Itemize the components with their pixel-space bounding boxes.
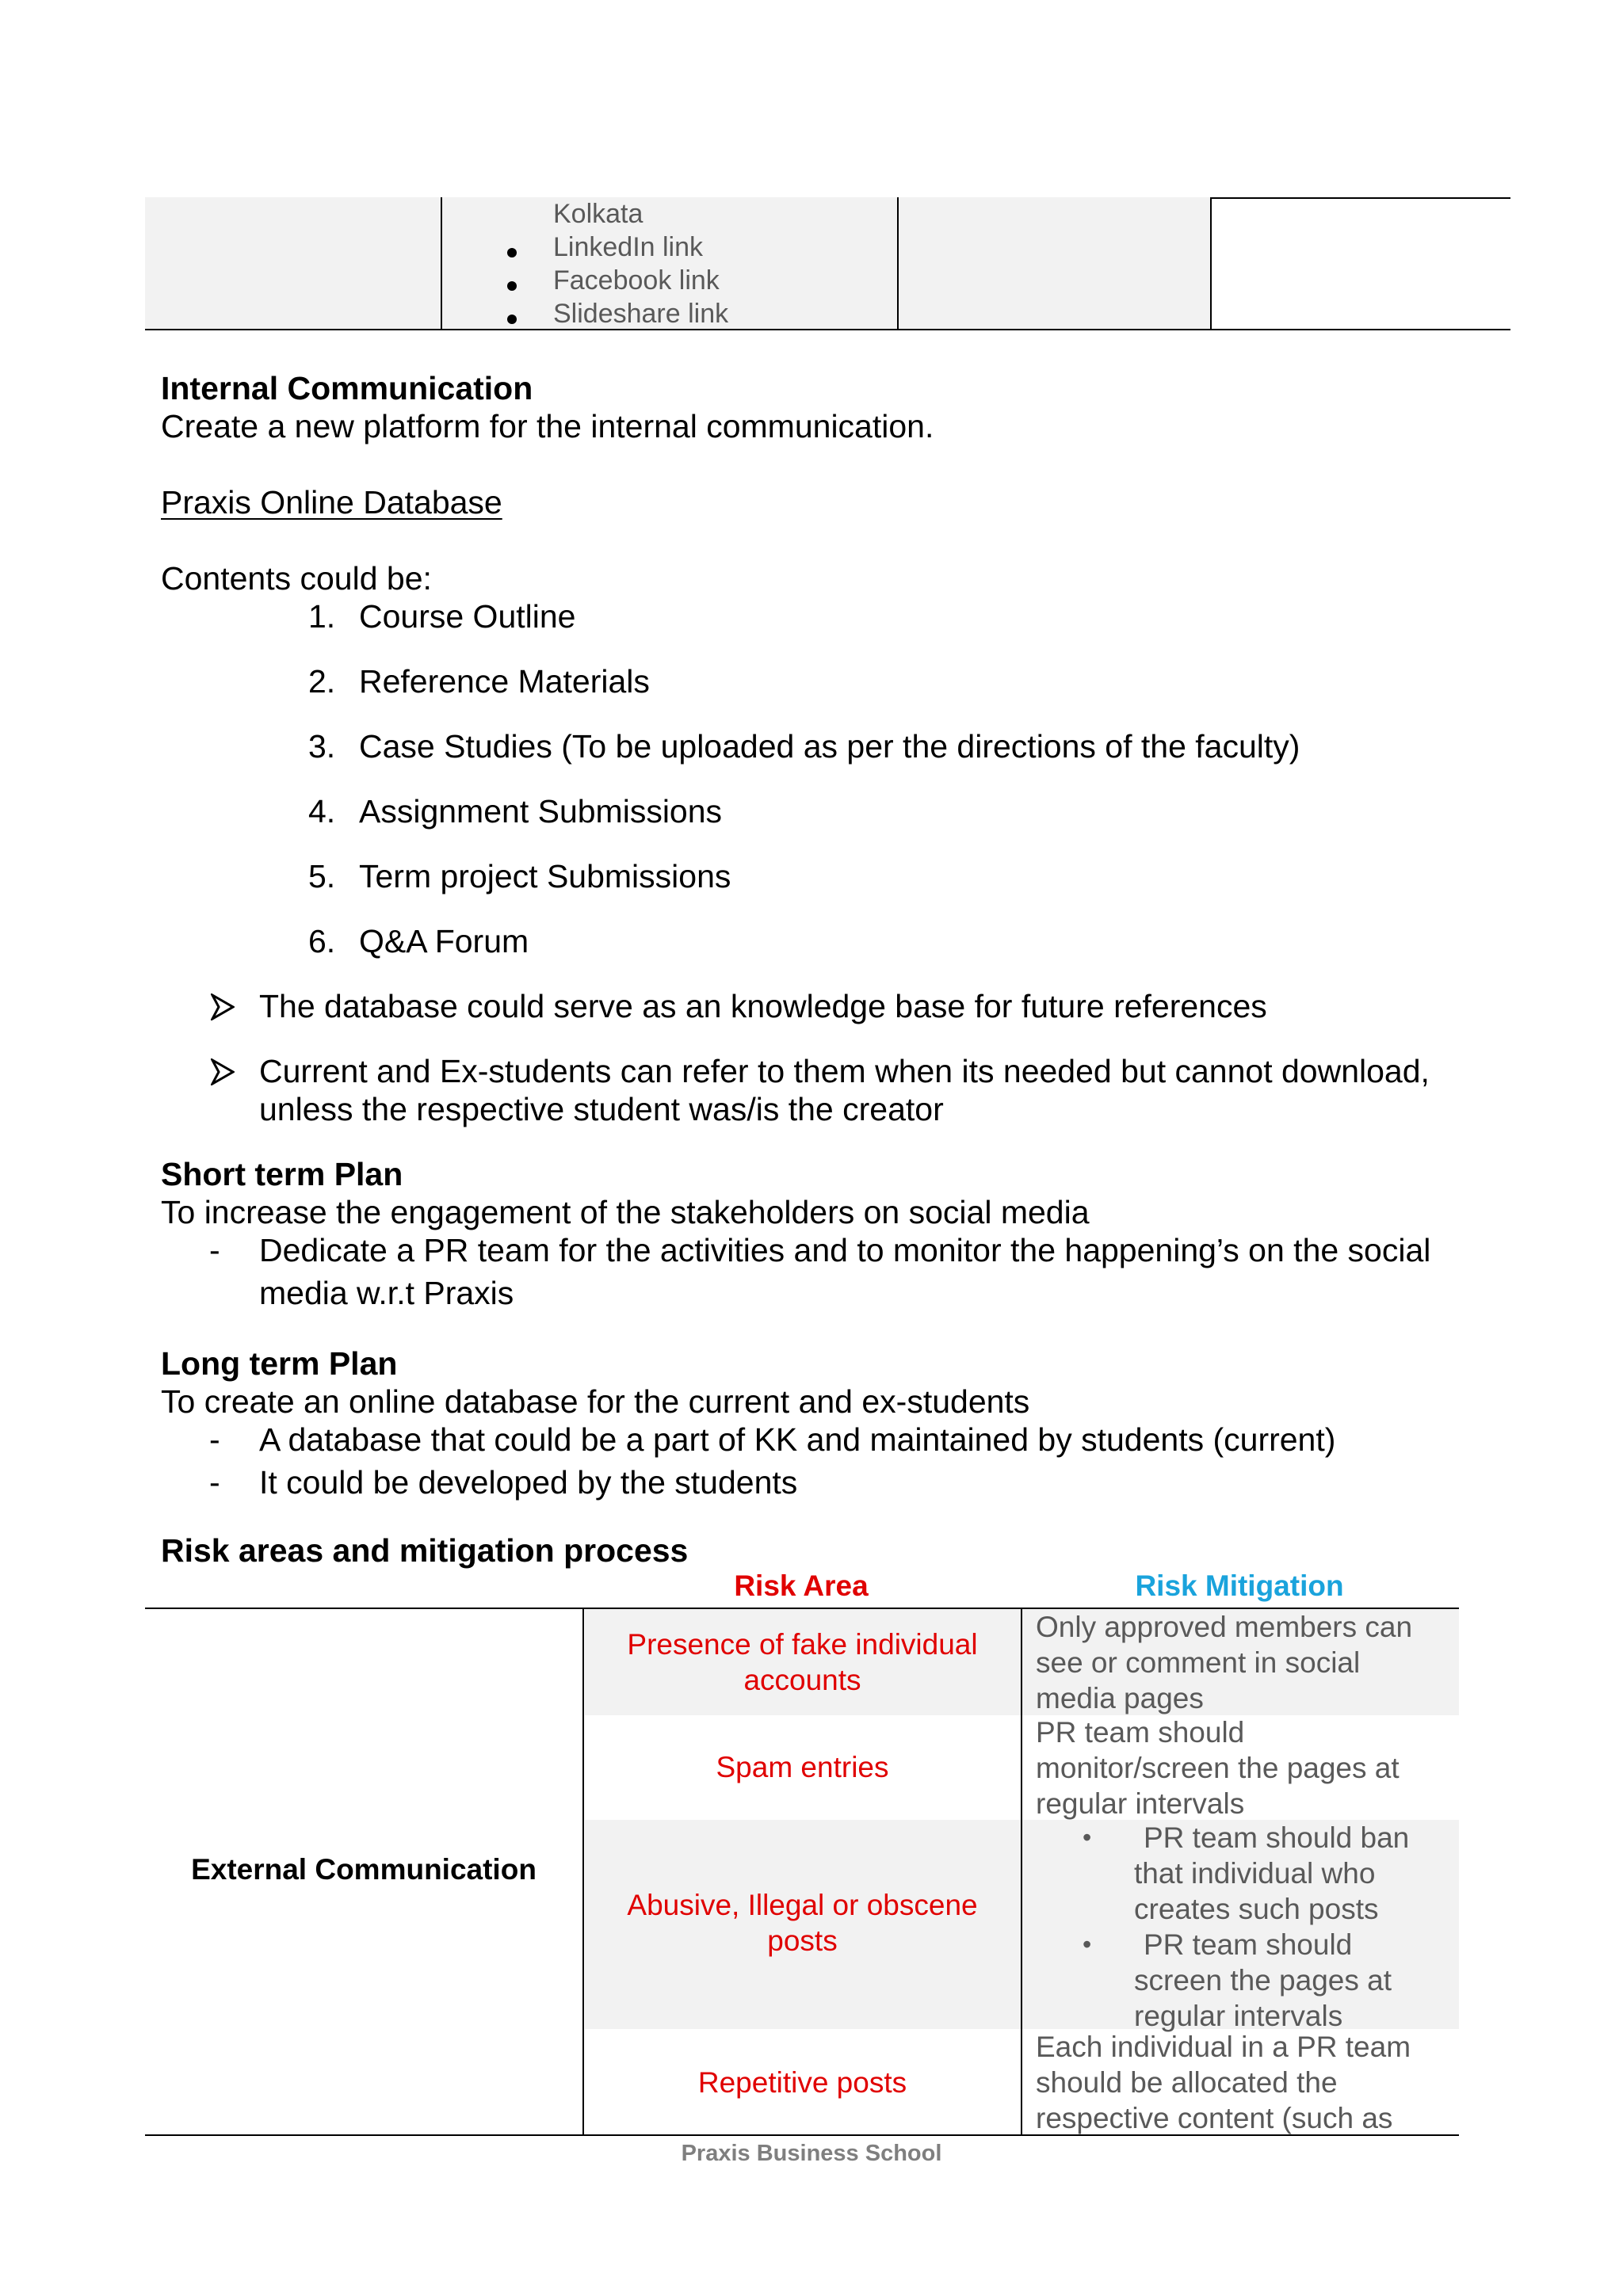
risk-area-cell [584, 1749, 1021, 1785]
long-term-plan-text: To create an online database for the current and ex-students [161, 1383, 1030, 1420]
risk-mitigation-column-header: Risk Mitigation [1135, 1569, 1344, 1602]
list-item: Case Studies (To be uploaded as per the directions of the faculty) [359, 728, 1300, 765]
risk-heading: Risk areas and mitigation process [161, 1532, 689, 1569]
table-cell [145, 197, 442, 330]
risk-area-cell [584, 1627, 1021, 1698]
mitigation-line: should be allocated the [1036, 2066, 1338, 2099]
item-facebook-link: Facebook link [553, 265, 720, 296]
row-label-external-communication: External Communication [191, 1853, 537, 1886]
continued-table [145, 197, 1510, 330]
internal-communication-text: Create a new platform for the internal communication. [161, 408, 934, 444]
mitigation-line: Only approved members can [1036, 1611, 1413, 1643]
mitigation-line: creates such posts [1134, 1893, 1379, 1925]
arrow-point: The database could serve as an knowledge base for future references [259, 988, 1267, 1024]
risk-area-line: Repetitive posts [697, 2066, 907, 2099]
risk-area-cell [584, 1887, 1021, 1958]
mitigation-line: Each individual in a PR team [1036, 2031, 1411, 2063]
dash-bullet-icon: - [209, 1232, 220, 1268]
arrow-point: Current and Ex-students can refer to them when its needed but cannot download, [259, 1053, 1430, 1089]
table-bottom-border [145, 329, 1510, 330]
arrow-point-continued: unless the respective student was/is the creator [259, 1091, 944, 1127]
mitigation-line: media pages [1036, 1682, 1204, 1714]
arrow-bullet-icon [211, 1058, 235, 1085]
risk-area-line: posts [767, 1924, 838, 1957]
dash-bullet-icon: - [209, 1421, 220, 1458]
bullet-icon [507, 315, 517, 324]
bullet-icon: • [1083, 1823, 1092, 1852]
risk-area-cell [584, 2065, 1021, 2100]
mitigation-cell [1134, 1927, 1392, 2034]
bullet-icon: • [1083, 1930, 1092, 1958]
risk-area-line: Presence of fake individual [627, 1628, 978, 1661]
item-linkedin-link: LinkedIn link [553, 232, 704, 262]
mitigation-line: regular intervals [1134, 2000, 1343, 2032]
list-number: 3. [308, 728, 336, 765]
item-city: Kolkata [553, 199, 643, 229]
short-term-item: Dedicate a PR team for the activities and to monitor the happening’s on the social [259, 1232, 1431, 1268]
list-number: 6. [308, 923, 336, 959]
list-number: 2. [308, 663, 336, 700]
mitigation-line: PR team should ban [1144, 1821, 1410, 1854]
risk-area-line: Spam entries [716, 1751, 889, 1783]
list-number: 5. [308, 858, 336, 894]
list-item: Reference Materials [359, 663, 650, 700]
mitigation-line: see or comment in social [1036, 1646, 1361, 1679]
risk-area-line: accounts [743, 1664, 861, 1696]
bullet-icon [507, 281, 517, 291]
short-term-plan-text: To increase the engagement of the stakeholders on social media [161, 1194, 1090, 1230]
mitigation-line: that individual who [1134, 1857, 1376, 1890]
risk-area-column-header: Risk Area [734, 1569, 869, 1602]
arrow-bullet-icon [211, 994, 235, 1020]
internal-communication-heading: Internal Communication [161, 370, 533, 406]
mitigation-line: PR team should [1036, 1716, 1245, 1749]
mitigation-cell [1036, 1609, 1412, 1716]
list-item: Q&A Forum [359, 923, 529, 959]
short-term-plan-heading: Short term Plan [161, 1156, 403, 1192]
contents-intro: Contents could be: [161, 560, 432, 597]
risk-area-line: Abusive, Illegal or obscene [627, 1889, 978, 1921]
mitigation-cell [1036, 2029, 1411, 2136]
list-number: 4. [308, 793, 336, 830]
long-term-item: It could be developed by the students [259, 1464, 798, 1501]
mitigation-line: monitor/screen the pages at [1036, 1752, 1400, 1784]
list-item: Course Outline [359, 598, 576, 635]
item-slideshare-link: Slideshare link [553, 299, 729, 329]
mitigation-line: PR team should [1144, 1928, 1353, 1961]
long-term-item: A database that could be a part of KK and maintained by students (current) [259, 1421, 1336, 1458]
database-title: Praxis Online Database [161, 484, 502, 521]
column-divider [1021, 1608, 1022, 2136]
list-item: Term project Submissions [359, 858, 731, 894]
table-cell [1212, 197, 1510, 330]
mitigation-line: regular intervals [1036, 1787, 1245, 1820]
mitigation-line: respective content (such as [1036, 2102, 1393, 2134]
dash-bullet-icon: - [209, 1464, 220, 1501]
long-term-plan-heading: Long term Plan [161, 1345, 398, 1382]
page-footer: Praxis Business School [681, 2141, 942, 2166]
mitigation-cell [1036, 1714, 1400, 1821]
mitigation-cell [1134, 1820, 1409, 1927]
bullet-icon [507, 248, 517, 257]
mitigation-line: screen the pages at [1134, 1964, 1392, 1997]
list-number: 1. [308, 598, 336, 635]
table-cell [899, 197, 1212, 330]
list-item: Assignment Submissions [359, 793, 723, 830]
short-term-item-continued: media w.r.t Praxis [259, 1275, 514, 1311]
